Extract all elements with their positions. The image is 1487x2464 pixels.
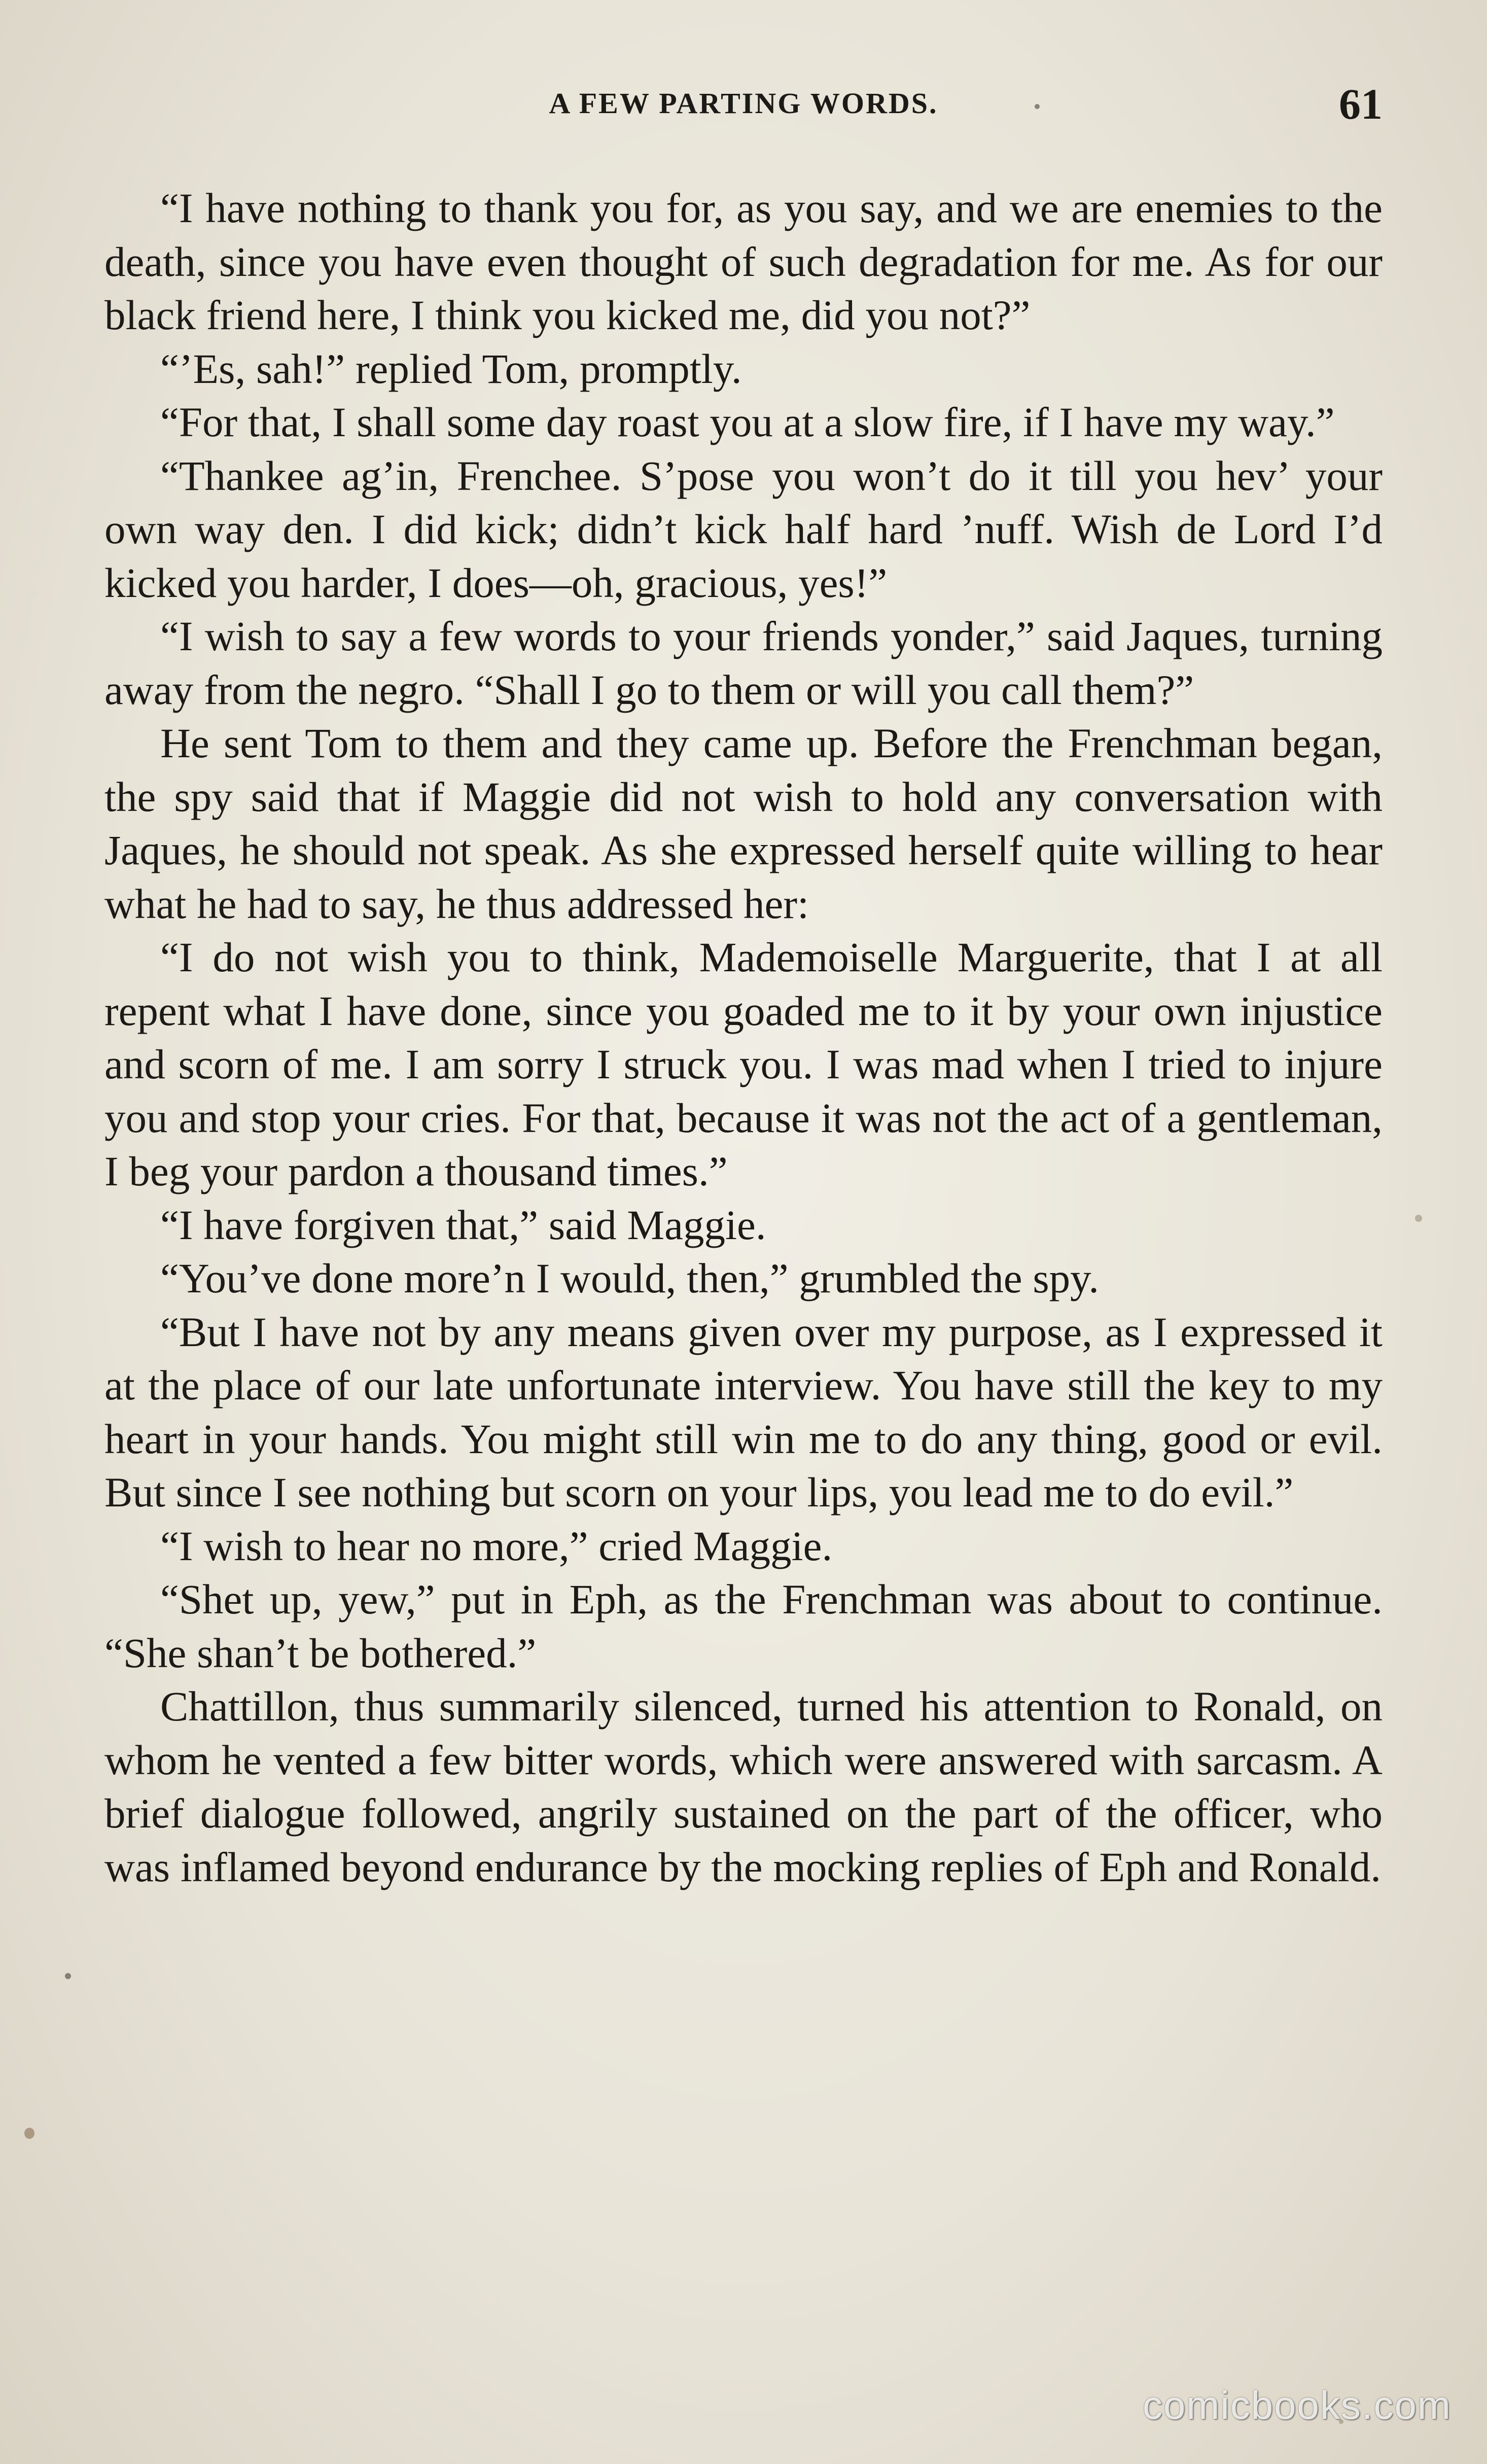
paper-speck	[24, 2128, 34, 2139]
watermark: comicbooks.com	[1143, 2383, 1451, 2427]
paragraph: He sent Tom to them and they came up. Before the Frenchman began, the spy said that if Maggie did not wish to hold any conversation with Jaques, he should not speak. As she expressed herself quite willing to hear what he had to say, he thus addressed her:	[104, 720, 1383, 927]
paper-speck	[1415, 1215, 1422, 1222]
paragraph: Chattillon, thus summarily silenced, turned his attention to Ronald, on whom he vented a few bitter words, which were answered with sarcasm. A brief dialogue followed, angrily sustained on the part of the officer, who was inflamed beyond endurance by the mocking replies of Eph and Ronald.	[104, 1683, 1383, 1890]
paragraph: “Thankee ag’in, Frenchee. S’pose you won’t do it till you hev’ your own way den. I did kick; didn’t kick half hard ’nuff. Wish de Lord I’d kicked you harder, I does—oh, gracious, yes!”	[104, 452, 1383, 606]
paragraph: “I have forgiven that,” said Maggie.	[160, 1201, 766, 1248]
paragraph: “For that, I shall some day roast you at a slow fire, if I have my way.”	[160, 399, 1335, 445]
page-number: 61	[1339, 80, 1383, 128]
paragraph: “I have nothing to thank you for, as you say, and we are enemies to the death, since you have even thought of such degradation for me. As for our black friend here, I think you kicked me, did you not?”	[104, 185, 1383, 338]
paper-speck	[65, 1973, 71, 1979]
paragraph: “I do not wish you to think, Mademoiselle Marguerite, that I at all repent what I have done, since you goaded me to it by your own injustice and scorn of me. I am sorry I struck you. I was mad when I tried to injure you and stop your cries. For that, because it was not the act of a gentleman, I beg your pardon a thousand times.”	[104, 934, 1383, 1194]
paragraph: “I wish to say a few words to your friends yonder,” said Jaques, turning away from the negro. “Shall I go to them or will you call them?”	[104, 613, 1383, 713]
paragraph: “But I have not by any means given over my purpose, as I expressed it at the place of our late unfortunate interview. You have still the key to my heart in your hands. You might still win me to do any thing, good or evil. But since I see nothing but scorn on your lips, you lead me to do evil.”	[104, 1308, 1383, 1516]
paragraph: “Shet up, yew,” put in Eph, as the Frenchman was about to continue. “She shan’t be bothered.”	[104, 1576, 1383, 1676]
paragraph: “I wish to hear no more,” cried Maggie.	[160, 1522, 833, 1569]
paragraph: “’Es, sah!” replied Tom, promptly.	[160, 345, 742, 392]
running-head: A FEW PARTING WORDS.	[549, 87, 938, 120]
body-text	[104, 182, 1383, 1894]
paragraph: “You’ve done more’n I would, then,” grumbled the spy.	[160, 1255, 1100, 1301]
page-header	[104, 76, 1383, 137]
